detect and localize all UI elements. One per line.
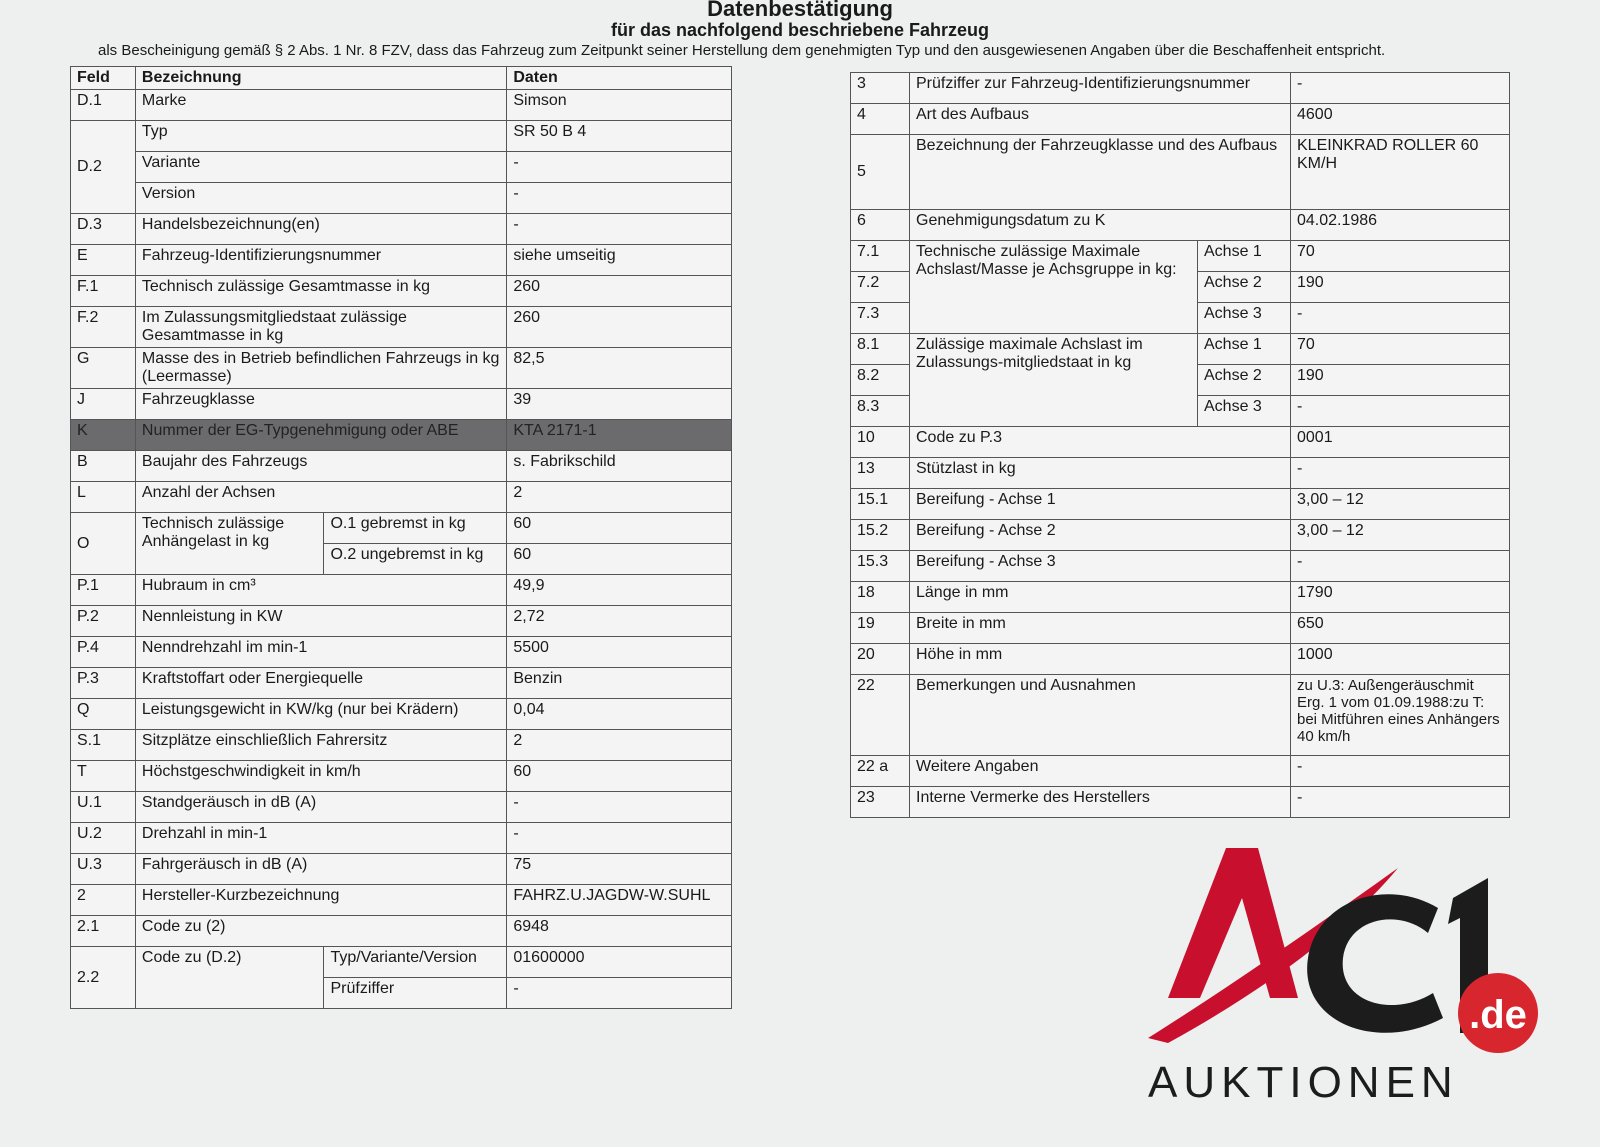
field-code: P.4 (71, 637, 136, 668)
table-row (71, 823, 732, 854)
table-row (71, 90, 732, 121)
field-label: Weitere Angaben (910, 756, 1291, 787)
field-label: Höchstgeschwindigkeit in km/h (135, 761, 506, 792)
logo-c-shape (1307, 894, 1443, 1033)
table-row (851, 675, 1510, 756)
field-code: 4 (851, 104, 910, 135)
table-row (71, 792, 732, 823)
field-value: 650 (1291, 613, 1510, 644)
field-label: Stützlast in kg (910, 458, 1291, 489)
table-row (851, 427, 1510, 458)
field-code: S.1 (71, 730, 136, 761)
field-value: 0,04 (507, 699, 732, 730)
table-row (851, 582, 1510, 613)
field-code: 3 (851, 73, 910, 104)
field-code: P.1 (71, 575, 136, 606)
field-value: 60 (507, 761, 732, 792)
field-sublabel: Typ/Variante/Version (324, 947, 507, 978)
field-sublabel: Achse 2 (1198, 365, 1291, 396)
field-value: 1000 (1291, 644, 1510, 675)
field-label: Hersteller-Kurzbezeichnung (135, 885, 506, 916)
field-code: F.2 (71, 307, 136, 348)
table-row (851, 613, 1510, 644)
field-value: - (1291, 756, 1510, 787)
field-sublabel: O.2 ungebremst in kg (324, 544, 507, 575)
field-value: s. Fabrikschild (507, 451, 732, 482)
field-value: 04.02.1986 (1291, 210, 1510, 241)
field-value: - (1291, 73, 1510, 104)
table-row (71, 947, 732, 978)
table-row (851, 520, 1510, 551)
field-label: Bereifung - Achse 2 (910, 520, 1291, 551)
field-value: 39 (507, 389, 732, 420)
table-row (851, 241, 1510, 272)
field-value: 70 (1291, 241, 1510, 272)
field-value: Simson (507, 90, 732, 121)
field-value: 3,00 – 12 (1291, 489, 1510, 520)
field-code: T (71, 761, 136, 792)
field-code: O (71, 513, 136, 575)
field-label: Drehzahl in min-1 (135, 823, 506, 854)
svg-text:.de: .de (1469, 993, 1527, 1037)
logo-wordmark: AUKTIONEN (1148, 1058, 1459, 1107)
field-sublabel: Achse 2 (1198, 272, 1291, 303)
field-label: Bezeichnung der Fahrzeugklasse und des Aufbaus (910, 135, 1291, 210)
table-row (851, 73, 1510, 104)
field-sublabel: O.1 gebremst in kg (324, 513, 507, 544)
field-code: 18 (851, 582, 910, 613)
table-row (71, 389, 732, 420)
field-value: 6948 (507, 916, 732, 947)
field-label: Marke (135, 90, 506, 121)
field-code: U.3 (71, 854, 136, 885)
table-row (851, 644, 1510, 675)
field-code: L (71, 482, 136, 513)
field-value: KTA 2171-1 (507, 420, 732, 451)
field-label: Nenndrehzahl im min-1 (135, 637, 506, 668)
field-code: P.3 (71, 668, 136, 699)
field-label: Variante (135, 152, 506, 183)
document-subtitle: für das nachfolgend beschriebene Fahrzeug (610, 20, 990, 40)
field-code: 13 (851, 458, 910, 489)
field-code: U.1 (71, 792, 136, 823)
field-value: 260 (507, 307, 732, 348)
field-label: Höhe in mm (910, 644, 1291, 675)
field-label: Masse des in Betrieb befindlichen Fahrzeugs in kg (Leermasse) (135, 348, 506, 389)
field-label: Version (135, 183, 506, 214)
field-code: 19 (851, 613, 910, 644)
field-code: 20 (851, 644, 910, 675)
table-row (71, 761, 732, 792)
field-value: 49,9 (507, 575, 732, 606)
field-value: 260 (507, 276, 732, 307)
field-code: 8.3 (851, 396, 910, 427)
field-label: Prüfziffer zur Fahrzeug-Identifizierungsnummer (910, 73, 1291, 104)
field-label: Länge in mm (910, 582, 1291, 613)
field-value: 1790 (1291, 582, 1510, 613)
field-value: 0001 (1291, 427, 1510, 458)
field-value: KLEINKRAD ROLLER 60 KM/H (1291, 135, 1510, 210)
field-value: 70 (1291, 334, 1510, 365)
field-value: - (507, 823, 732, 854)
field-label: Standgeräusch in dB (A) (135, 792, 506, 823)
table-row (71, 854, 732, 885)
field-label: Art des Aufbaus (910, 104, 1291, 135)
table-row (71, 730, 732, 761)
table-row (851, 756, 1510, 787)
field-label: Fahrzeugklasse (135, 389, 506, 420)
field-label: Technische zulässige Maximale Achslast/Masse je Achsgruppe in kg: (910, 241, 1198, 334)
table-row (851, 458, 1510, 489)
table-row (71, 307, 732, 348)
field-value: 190 (1291, 365, 1510, 396)
field-label: Nennleistung in KW (135, 606, 506, 637)
field-code: 15.2 (851, 520, 910, 551)
field-label: Kraftstoffart oder Energiequelle (135, 668, 506, 699)
field-code: 7.2 (851, 272, 910, 303)
table-row (71, 575, 732, 606)
field-code: Q (71, 699, 136, 730)
field-value: 5500 (507, 637, 732, 668)
field-code: 2.1 (71, 916, 136, 947)
table-row (851, 334, 1510, 365)
header-daten: Daten (507, 67, 732, 90)
field-label: Code zu (2) (135, 916, 506, 947)
field-value: 01600000 (507, 947, 732, 978)
field-code: G (71, 348, 136, 389)
field-code: D.3 (71, 214, 136, 245)
field-code: 2.2 (71, 947, 136, 1009)
field-label: Anzahl der Achsen (135, 482, 506, 513)
field-code: P.2 (71, 606, 136, 637)
header-bezeichnung: Bezeichnung (135, 67, 506, 90)
field-value: Benzin (507, 668, 732, 699)
field-label: Bemerkungen und Ausnahmen (910, 675, 1291, 756)
field-value: FAHRZ.U.JAGDW-W.SUHL (507, 885, 732, 916)
table-row (71, 121, 732, 152)
field-value: 2 (507, 730, 732, 761)
field-value: - (507, 214, 732, 245)
field-value: 60 (507, 544, 732, 575)
field-label: Interne Vermerke des Herstellers (910, 787, 1291, 818)
field-sublabel: Prüfziffer (324, 978, 507, 1009)
field-label: Im Zulassungsmitgliedstaat zulässige Gesamtmasse in kg (135, 307, 506, 348)
field-label: Typ (135, 121, 506, 152)
field-value: SR 50 B 4 (507, 121, 732, 152)
field-label: Technisch zulässige Gesamtmasse in kg (135, 276, 506, 307)
field-value: - (507, 792, 732, 823)
field-code: 22 (851, 675, 910, 756)
field-code: 8.1 (851, 334, 910, 365)
field-value: 3,00 – 12 (1291, 520, 1510, 551)
table-row (71, 348, 732, 389)
table-row (71, 451, 732, 482)
field-code: 15.3 (851, 551, 910, 582)
field-code: D.2 (71, 121, 136, 214)
table-row (851, 104, 1510, 135)
field-code: 6 (851, 210, 910, 241)
field-label: Code zu P.3 (910, 427, 1291, 458)
field-label: Sitzplätze einschließlich Fahrersitz (135, 730, 506, 761)
field-value: - (1291, 396, 1510, 427)
field-code: 5 (851, 135, 910, 210)
field-code: 7.3 (851, 303, 910, 334)
field-label: Handelsbezeichnung(en) (135, 214, 506, 245)
left-data-table (70, 66, 732, 1009)
table-header-row (71, 67, 732, 90)
table-row (71, 214, 732, 245)
table-row (71, 513, 732, 544)
field-code: D.1 (71, 90, 136, 121)
field-value: 2 (507, 482, 732, 513)
field-code: 15.1 (851, 489, 910, 520)
field-sublabel: Achse 3 (1198, 396, 1291, 427)
field-value: - (1291, 787, 1510, 818)
field-value: 82,5 (507, 348, 732, 389)
logo-a-shape (1168, 848, 1298, 998)
field-code: 23 (851, 787, 910, 818)
field-value: - (1291, 303, 1510, 334)
field-label: Fahrgeräusch in dB (A) (135, 854, 506, 885)
field-sublabel: Achse 3 (1198, 303, 1291, 334)
field-label: Leistungsgewicht in KW/kg (nur bei Krädern) (135, 699, 506, 730)
field-label: Zulässige maximale Achslast im Zulassungs-mitgliedstaat in kg (910, 334, 1198, 427)
field-label: Breite in mm (910, 613, 1291, 644)
table-row (71, 482, 732, 513)
field-value: - (507, 183, 732, 214)
field-code: K (71, 420, 136, 451)
field-label: Nummer der EG-Typgenehmigung oder ABE (135, 420, 506, 451)
field-label: Fahrzeug-Identifizierungsnummer (135, 245, 506, 276)
field-code: U.2 (71, 823, 136, 854)
table-row (71, 885, 732, 916)
field-code: 2 (71, 885, 136, 916)
field-value: zu U.3: Außengeräuschmit Erg. 1 vom 01.09.1988:zu T: bei Mitführen eines Anhängers 40 km/h (1291, 675, 1510, 756)
field-code: J (71, 389, 136, 420)
table-row (71, 699, 732, 730)
field-value: siehe umseitig (507, 245, 732, 276)
field-value: 190 (1291, 272, 1510, 303)
field-value: 2,72 (507, 606, 732, 637)
field-value: - (1291, 458, 1510, 489)
table-row (71, 668, 732, 699)
table-row (851, 551, 1510, 582)
field-code: F.1 (71, 276, 136, 307)
table-row (71, 152, 732, 183)
field-value: - (1291, 551, 1510, 582)
field-value: 60 (507, 513, 732, 544)
header-feld: Feld (71, 67, 136, 90)
table-row (71, 916, 732, 947)
field-code: 7.1 (851, 241, 910, 272)
table-row (851, 210, 1510, 241)
field-code: 10 (851, 427, 910, 458)
field-code: E (71, 245, 136, 276)
table-row (851, 489, 1510, 520)
table-row-highlighted (71, 420, 732, 451)
table-row (851, 135, 1510, 210)
field-value: 75 (507, 854, 732, 885)
field-value: - (507, 152, 732, 183)
field-value: - (507, 978, 732, 1009)
field-sublabel: Achse 1 (1198, 241, 1291, 272)
table-row (71, 245, 732, 276)
field-value: 4600 (1291, 104, 1510, 135)
field-label: Code zu (D.2) (135, 947, 324, 1009)
field-label: Hubraum in cm³ (135, 575, 506, 606)
table-row (851, 787, 1510, 818)
field-label: Bereifung - Achse 1 (910, 489, 1291, 520)
table-row (71, 606, 732, 637)
field-code: 22 a (851, 756, 910, 787)
table-row (71, 183, 732, 214)
field-label: Genehmigungsdatum zu K (910, 210, 1291, 241)
intro-text: als Bescheinigung gemäß § 2 Abs. 1 Nr. 8 FZV, dass das Fahrzeug zum Zeitpunkt seiner Herstellung dem genehmigten Typ und den ausgewiesenen Angaben über die Beschaffenheit entspricht. (98, 42, 1386, 59)
field-label: Baujahr des Fahrzeugs (135, 451, 506, 482)
table-row (71, 276, 732, 307)
field-code: B (71, 451, 136, 482)
field-code: 8.2 (851, 365, 910, 396)
field-sublabel: Achse 1 (1198, 334, 1291, 365)
document-title: Datenbestätigung (707, 0, 893, 21)
table-row (71, 637, 732, 668)
field-label: Technisch zulässige Anhängelast in kg (135, 513, 324, 575)
field-label: Bereifung - Achse 3 (910, 551, 1291, 582)
right-data-table (850, 72, 1510, 818)
